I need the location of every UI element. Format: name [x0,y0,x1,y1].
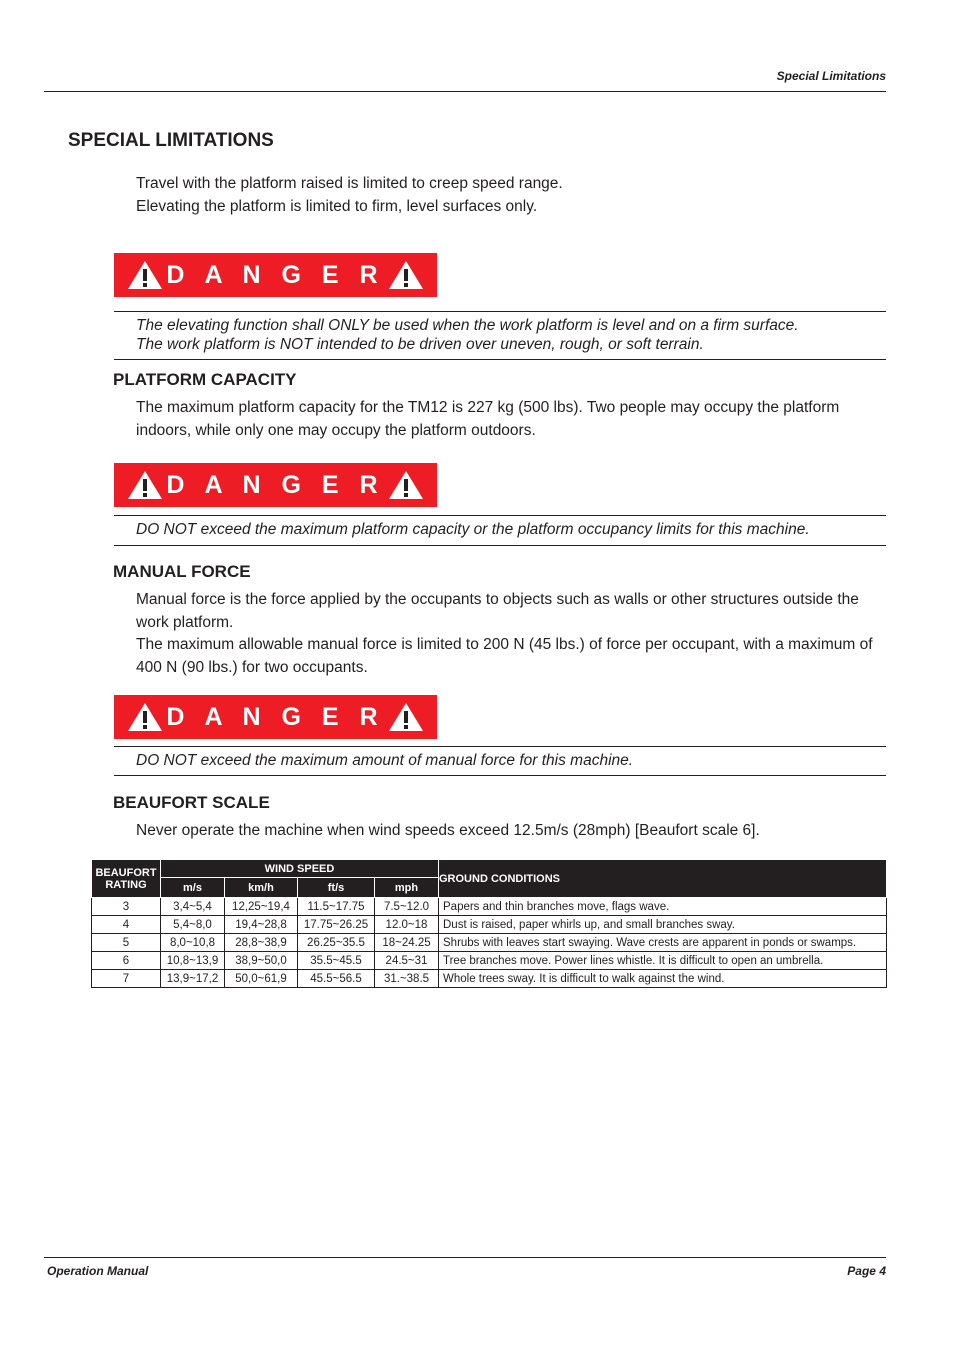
beaufort-table [91,859,887,988]
cell-mph: 7.5~12.0 [375,898,439,916]
cell-rating: 4 [92,916,161,934]
beaufort-text: Never operate the machine when wind speeds exceed 12.5m/s (28mph) [Beaufort scale 6]. [136,822,760,839]
page-number: Page 4 [847,1264,886,1278]
cell-ms: 13,9~17,2 [161,970,225,988]
danger-message: DO NOT exceed the maximum amount of manual force for this machine. [136,752,634,769]
cell-conditions: Tree branches move. Power lines whistle. It is difficult to open an umbrella. [439,952,887,970]
page-title: SPECIAL LIMITATIONS [68,130,274,151]
intro-line: Elevating the platform is limited to firm, level surfaces only. [136,197,538,215]
platform-capacity-text: The maximum platform capacity for the TM12 is 227 kg (500 lbs). Two people may occupy the platform indoors, while only one may occupy the platform outdoors. [136,399,840,439]
cell-conditions: Dust is raised, paper whirls up, and small branches sway. [439,916,887,934]
section-heading-beaufort-scale: BEAUFORT SCALE [113,793,270,812]
danger-label: D A N G E R [166,471,385,499]
danger-banner [114,463,437,507]
cell-mph: 18~24.25 [375,934,439,952]
footer-manual-title: Operation Manual [47,1264,149,1278]
warning-triangle-icon [388,260,424,290]
col-header-ground-conditions: GROUND CONDITIONS [439,860,887,898]
danger-message-line: The work platform is NOT intended to be driven over uneven, rough, or soft terrain. [136,336,704,353]
danger-message-box [114,515,886,546]
cell-ms: 8,0~10,8 [161,934,225,952]
cell-kmh: 28,8~38,9 [225,934,298,952]
col-header-mph: mph [375,878,439,898]
cell-conditions: Papers and thin branches move, flags wave. [439,898,887,916]
danger-banner [114,695,437,739]
cell-kmh: 19,4~28,8 [225,916,298,934]
table-row [92,952,887,970]
cell-fts: 45.5~56.5 [298,970,375,988]
danger-message: DO NOT exceed the maximum platform capacity or the platform occupancy limits for this machine. [136,521,810,538]
cell-conditions: Shrubs with leaves start swaying. Wave crests are apparent in ponds or swamps. [439,934,887,952]
cell-kmh: 50,0~61,9 [225,970,298,988]
table-row [92,970,887,988]
col-header-fts: ft/s [298,878,375,898]
cell-fts: 17.75~26.25 [298,916,375,934]
warning-triangle-icon [388,470,424,500]
table-row [92,898,887,916]
cell-mph: 12.0~18 [375,916,439,934]
cell-mph: 31.~38.5 [375,970,439,988]
cell-ms: 3,4~5,4 [161,898,225,916]
cell-fts: 11.5~17.75 [298,898,375,916]
footer-rule [44,1257,886,1258]
col-header-rating: BEAUFORT RATING [92,860,161,898]
danger-banner [114,253,437,297]
cell-rating: 6 [92,952,161,970]
section-heading-manual-force: MANUAL FORCE [113,562,251,581]
cell-rating: 5 [92,934,161,952]
manual-force-text [136,589,888,679]
danger-label: D A N G E R [166,703,385,731]
cell-mph: 24.5~31 [375,952,439,970]
running-header: Special Limitations [776,69,886,83]
manual-force-para: The maximum allowable manual force is limited to 200 N (45 lbs.) of force per occupant, with a maximum of 400 N (90 lbs.) for two occupants. [136,636,873,676]
intro-line: Travel with the platform raised is limited to creep speed range. [136,175,563,192]
danger-message-box [114,746,886,776]
danger-label: D A N G E R [166,261,385,289]
cell-ms: 10,8~13,9 [161,952,225,970]
cell-kmh: 38,9~50,0 [225,952,298,970]
warning-triangle-icon [388,702,424,732]
danger-message-box [114,311,886,360]
cell-ms: 5,4~8,0 [161,916,225,934]
cell-rating: 7 [92,970,161,988]
cell-kmh: 12,25~19,4 [225,898,298,916]
col-header-kmh: km/h [225,878,298,898]
cell-fts: 35.5~45.5 [298,952,375,970]
cell-fts: 26.25~35.5 [298,934,375,952]
table-row [92,934,887,952]
col-header-wind-speed: WIND SPEED [161,860,439,878]
intro-text [136,173,888,218]
section-heading-platform-capacity: PLATFORM CAPACITY [113,370,297,389]
cell-rating: 3 [92,898,161,916]
col-header-ms: m/s [161,878,225,898]
cell-conditions: Whole trees sway. It is difficult to walk against the wind. [439,970,887,988]
table-row [92,916,887,934]
danger-message-line: The elevating function shall ONLY be used when the work platform is level and on a firm surface. [136,317,799,334]
header-rule [44,91,886,92]
danger-message [136,312,886,354]
manual-force-para: Manual force is the force applied by the occupants to objects such as walls or other structures outside the work platform. [136,591,859,631]
